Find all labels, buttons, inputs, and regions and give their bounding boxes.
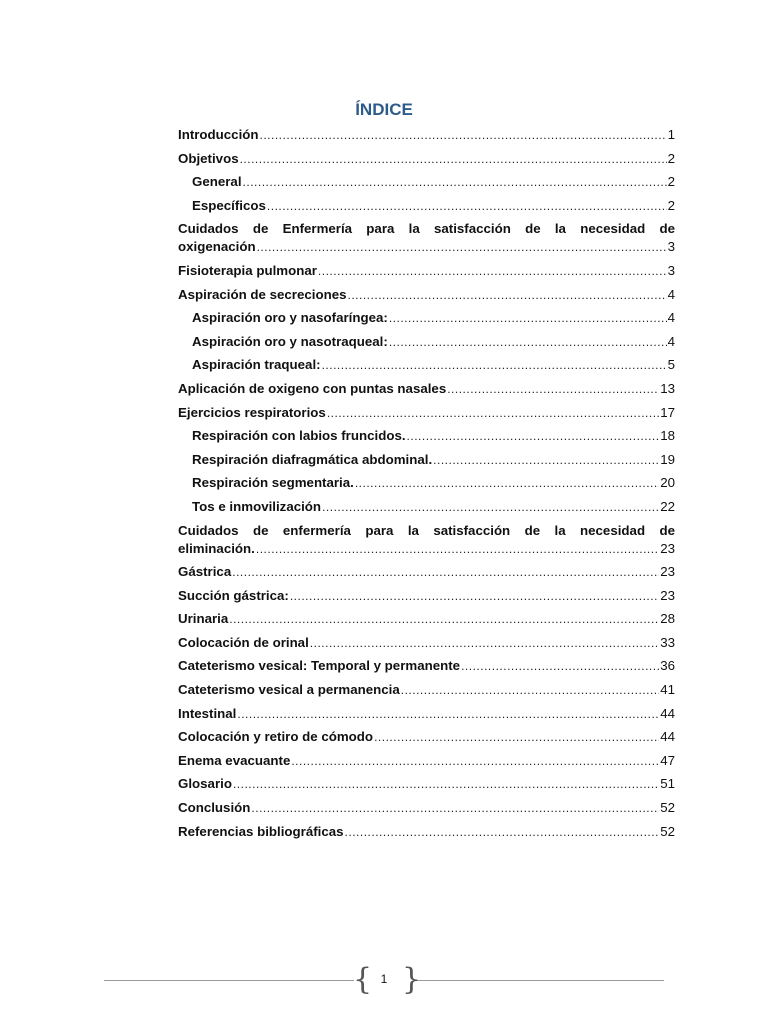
dot-leader	[251, 799, 659, 817]
dot-leader	[240, 150, 667, 168]
toc-entry[interactable]	[178, 309, 675, 327]
footer-rule-right	[414, 980, 664, 981]
toc-entry-row	[178, 752, 675, 770]
toc-entry-label: Aplicación de oxigeno con puntas nasales	[178, 380, 447, 396]
toc-entry[interactable]	[178, 728, 675, 746]
toc-entry-label: Respiración con labios fruncidos.	[192, 428, 406, 444]
toc-entry[interactable]	[178, 404, 675, 422]
dot-leader	[447, 380, 659, 398]
toc-entry-label: Succión gástrica:	[178, 587, 289, 603]
dot-leader	[345, 823, 660, 841]
toc-entry-page-number: 20	[660, 475, 675, 491]
dot-leader	[401, 681, 659, 699]
toc-entry[interactable]	[178, 775, 675, 793]
toc-entry-row	[192, 427, 675, 445]
toc-entry[interactable]	[178, 634, 675, 652]
toc-entry[interactable]	[178, 451, 675, 469]
toc-entry-row	[178, 262, 675, 280]
toc-entry-page-number: 52	[660, 823, 675, 839]
toc-entry-page-number: 44	[660, 705, 675, 721]
dot-leader	[232, 563, 659, 581]
left-brace-ornament: {	[353, 962, 373, 997]
toc-entry-row	[178, 587, 675, 605]
toc-entry-page-number: 4	[667, 333, 675, 349]
toc-entry-page-number: 23	[660, 540, 675, 556]
toc-entry-page-number: 4	[667, 286, 675, 302]
toc-entry-page-number: 2	[667, 197, 675, 213]
toc-entry-row	[178, 286, 675, 304]
toc-entry[interactable]	[178, 173, 675, 191]
toc-entry-row	[178, 610, 675, 628]
toc-entry-label: Respiración segmentaria.	[192, 475, 354, 491]
toc-entry-label: Intestinal	[178, 705, 237, 721]
toc-entry-row	[178, 404, 675, 422]
toc-entry-page-number: 41	[660, 682, 675, 698]
toc-entry[interactable]	[178, 286, 675, 304]
dot-leader	[256, 540, 659, 558]
dot-leader	[389, 333, 667, 351]
toc-entry-label: Urinaria	[178, 611, 229, 627]
toc-entry-label: Aspiración oro y nasofaríngea:	[192, 310, 388, 326]
toc-entry-label: Referencias bibliográficas	[178, 823, 344, 839]
toc-entry-page-number: 36	[660, 658, 675, 674]
toc-entry-row	[192, 451, 675, 469]
dot-leader	[327, 404, 659, 422]
toc-entry-label: Aspiración traqueal:	[192, 357, 321, 373]
dot-leader	[310, 634, 659, 652]
toc-entry-page-number: 1	[667, 127, 675, 142]
toc-entry-label: Glosario	[178, 776, 232, 792]
toc-entry-row	[178, 657, 675, 675]
toc-entry[interactable]	[178, 197, 675, 215]
dot-leader	[355, 474, 659, 492]
toc-entry-label: Colocación de orinal	[178, 634, 309, 650]
toc-entry-page-number: 5	[667, 357, 675, 373]
toc-entry-page-number: 22	[660, 498, 675, 514]
toc-entry-page-number: 19	[660, 451, 675, 467]
toc-entry[interactable]	[178, 522, 675, 558]
dot-leader	[322, 356, 667, 374]
toc-entry[interactable]	[178, 752, 675, 770]
toc-entry-label: Ejercicios respiratorios	[178, 404, 326, 420]
toc-entry-label-line1: Cuidados de Enfermería para la satisfacción de la necesidad de	[178, 221, 675, 237]
dot-leader	[318, 262, 667, 280]
toc-entry-label: Cateterismo vesical a permanencia	[178, 682, 400, 698]
toc-entry-page-number: 23	[660, 587, 675, 603]
toc-entry-label: Específicos	[192, 197, 266, 213]
toc-entry-page-number: 51	[660, 776, 675, 792]
toc-entry[interactable]	[178, 150, 675, 168]
dot-leader	[374, 728, 659, 746]
dot-leader	[290, 587, 659, 605]
toc-entry[interactable]	[178, 427, 675, 445]
toc-entry-page-number: 17	[660, 404, 675, 420]
toc-entry-page-number: 44	[660, 729, 675, 745]
toc-entry-page-number: 33	[660, 634, 675, 650]
toc-entry-page-number: 23	[660, 564, 675, 580]
toc-entry-label: oxigenación	[178, 239, 256, 255]
toc-entry-row	[178, 823, 675, 841]
toc-entry-row	[192, 173, 675, 191]
toc-entry-row	[178, 540, 675, 558]
toc-entry[interactable]	[178, 587, 675, 605]
footer-rule-left	[104, 980, 354, 981]
toc-entry[interactable]	[178, 563, 675, 581]
toc-entry[interactable]	[178, 799, 675, 817]
toc-entry-row	[192, 474, 675, 492]
toc-entry-row	[178, 681, 675, 699]
toc-entry[interactable]	[178, 333, 675, 351]
toc-entry-page-number: 47	[660, 752, 675, 768]
toc-entry[interactable]	[178, 705, 675, 723]
toc-entry-row	[178, 563, 675, 581]
toc-entry-row	[192, 309, 675, 327]
toc-entry-label: Fisioterapia pulmonar	[178, 262, 317, 278]
dot-leader	[348, 286, 667, 304]
toc-entry-row	[178, 634, 675, 652]
toc-entry-page-number: 4	[667, 310, 675, 326]
page-title: ÍNDICE	[355, 100, 413, 119]
toc-entry-label: eliminación.	[178, 540, 255, 556]
toc-entry-page-number: 28	[660, 611, 675, 627]
dot-leader	[322, 498, 659, 516]
toc-entry-label: Colocación y retiro de cómodo	[178, 729, 374, 745]
toc-entry[interactable]	[178, 498, 675, 516]
dot-leader	[237, 705, 659, 723]
toc-entry-page-number: 2	[667, 174, 675, 190]
toc-entry-label: General	[192, 174, 242, 190]
toc-entry-label: Cateterismo vesical: Temporal y permanente	[178, 658, 461, 674]
toc-entry-row	[178, 380, 675, 398]
toc-entry[interactable]	[178, 681, 675, 699]
toc-entry-label: Aspiración de secreciones	[178, 286, 347, 302]
dot-leader	[267, 197, 667, 215]
toc-entry-label: Aspiración oro y nasotraqueal:	[192, 333, 388, 349]
toc-entry-row	[192, 498, 675, 516]
dot-leader	[257, 238, 667, 256]
toc-entry[interactable]	[178, 657, 675, 675]
toc-entry[interactable]	[178, 610, 675, 628]
toc-entry-row	[192, 356, 675, 374]
toc-entry-label: Tos e inmovilización	[192, 498, 322, 514]
toc-entry[interactable]	[178, 356, 675, 374]
toc-entry-page-number: 13	[660, 380, 675, 396]
toc-entry-label: Enema evacuante	[178, 752, 291, 768]
toc-entry-page-number: 18	[660, 428, 675, 444]
toc-entry-label: Conclusión	[178, 800, 251, 816]
table-of-contents	[178, 126, 675, 846]
toc-entry[interactable]	[178, 126, 675, 144]
toc-entry-row	[178, 238, 675, 256]
toc-entry[interactable]	[178, 220, 675, 256]
toc-entry[interactable]	[178, 823, 675, 841]
dot-leader	[389, 309, 667, 327]
toc-entry-row	[178, 775, 675, 793]
toc-entry-row	[192, 197, 675, 215]
toc-entry-page-number: 3	[667, 262, 675, 278]
toc-entry-row	[178, 150, 675, 168]
dot-leader	[291, 752, 659, 770]
toc-entry-label: Objetivos	[178, 150, 239, 166]
toc-entry[interactable]	[178, 262, 675, 280]
toc-entry-row	[192, 333, 675, 351]
dot-leader	[407, 427, 660, 445]
dot-leader	[243, 173, 667, 191]
toc-entry-row	[178, 799, 675, 817]
toc-entry[interactable]	[178, 474, 675, 492]
toc-entry-row	[178, 126, 675, 144]
toc-entry-label: Introducción	[178, 127, 259, 142]
toc-entry[interactable]	[178, 380, 675, 398]
toc-entry-label-line1: Cuidados de enfermería para la satisfacción de la necesidad de	[178, 522, 675, 538]
toc-entry-page-number: 2	[667, 150, 675, 166]
toc-entry-page-number: 3	[667, 239, 675, 255]
dot-leader	[260, 126, 667, 144]
toc-entry-label: Respiración diafragmática abdominal.	[192, 451, 433, 467]
toc-entry-page-number: 52	[660, 800, 675, 816]
dot-leader	[233, 775, 659, 793]
toc-entry-row	[178, 728, 675, 746]
right-brace-ornament: }	[402, 962, 422, 997]
page-number: 1	[380, 972, 388, 986]
toc-entry-label: Gástrica	[178, 564, 232, 580]
dot-leader	[229, 610, 659, 628]
dot-leader	[461, 657, 659, 675]
dot-leader	[433, 451, 659, 469]
toc-entry-row	[178, 705, 675, 723]
